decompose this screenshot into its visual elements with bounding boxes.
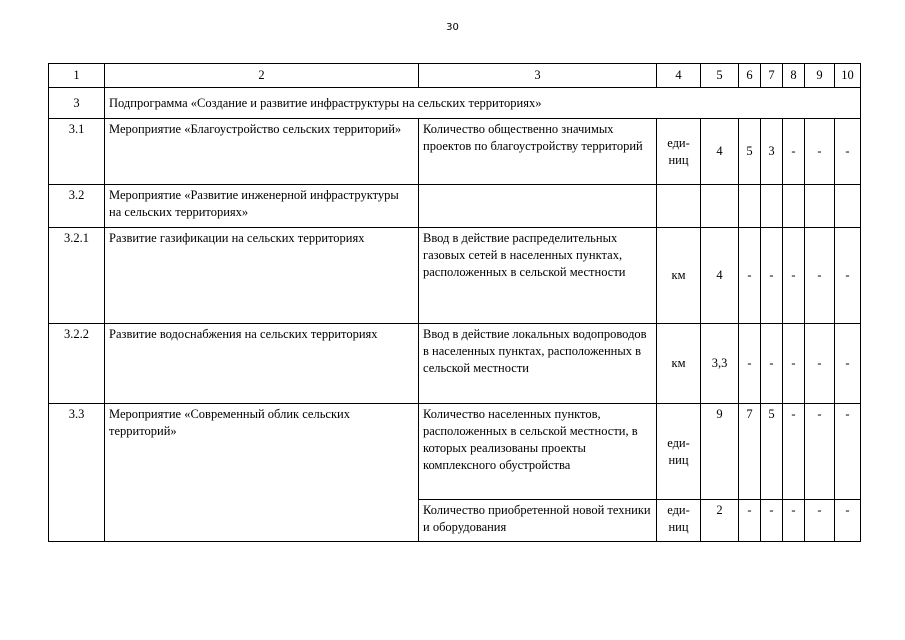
indicator-name (419, 185, 657, 228)
header-row (49, 64, 861, 88)
value-col7: 3 (761, 119, 783, 185)
value-col6: - (739, 324, 761, 404)
value-col5: 2 (701, 500, 739, 542)
table-row (49, 185, 861, 228)
header-cell: 4 (657, 64, 701, 88)
value-col10: - (835, 324, 861, 404)
value-col8: - (783, 500, 805, 542)
measure-name: Развитие газификации на сельских территориях (105, 228, 419, 324)
indicator-name: Ввод в действие локальных водопроводов в населенных пунктах, расположенных в сельской местности (419, 324, 657, 404)
value-col7: - (761, 324, 783, 404)
value-col9 (805, 185, 835, 228)
value-col10: - (835, 119, 861, 185)
value-col8: - (783, 324, 805, 404)
value-col8: - (783, 404, 805, 500)
measure-name: Мероприятие «Современный облик сельских территорий» (105, 404, 419, 542)
header-cell: 3 (419, 64, 657, 88)
value-col9: - (805, 404, 835, 500)
unit-cell: км (657, 228, 701, 324)
header-cell: 5 (701, 64, 739, 88)
value-col8: - (783, 228, 805, 324)
value-col7: - (761, 500, 783, 542)
subprogram-row (49, 88, 861, 119)
subprogram-title: Подпрограмма «Создание и развитие инфраструктуры на сельских территориях» (105, 88, 861, 119)
indicator-name: Количество приобретенной новой техники и оборудования (419, 500, 657, 542)
row-number: 3.2.1 (49, 228, 105, 324)
unit-cell: еди- ниц (657, 500, 701, 542)
indicators-table (48, 63, 861, 542)
header-cell: 10 (835, 64, 861, 88)
unit-cell: еди- ниц (657, 404, 701, 500)
measure-name: Развитие водоснабжения на сельских территориях (105, 324, 419, 404)
header-cell: 6 (739, 64, 761, 88)
value-col7: - (761, 228, 783, 324)
value-col6: - (739, 500, 761, 542)
row-number: 3.1 (49, 119, 105, 185)
value-col10: - (835, 500, 861, 542)
value-col5: 9 (701, 404, 739, 500)
indicator-name: Количество населенных пунктов, расположенных в сельской местности, в которых реализованы проекты комплексного обустройства (419, 404, 657, 500)
table-row (49, 119, 861, 185)
table-row (49, 228, 861, 324)
indicator-name: Ввод в действие распределительных газовых сетей в населенных пунктах, расположенных в сельской местности (419, 228, 657, 324)
header-cell: 1 (49, 64, 105, 88)
value-col10: - (835, 228, 861, 324)
value-col6: 7 (739, 404, 761, 500)
measure-name: Мероприятие «Благоустройство сельских территорий» (105, 119, 419, 185)
value-col7: 5 (761, 404, 783, 500)
row-number: 3.2.2 (49, 324, 105, 404)
value-col9: - (805, 324, 835, 404)
value-col8: - (783, 119, 805, 185)
value-col10: - (835, 404, 861, 500)
value-col5: 4 (701, 119, 739, 185)
row-number: 3.3 (49, 404, 105, 542)
value-col7 (761, 185, 783, 228)
unit-cell (657, 185, 701, 228)
row-number: 3.2 (49, 185, 105, 228)
value-col10 (835, 185, 861, 228)
header-cell: 7 (761, 64, 783, 88)
table-row (49, 404, 861, 500)
unit-cell: км (657, 324, 701, 404)
measure-name: Мероприятие «Развитие инженерной инфраструктуры на сельских территориях» (105, 185, 419, 228)
subprogram-number: 3 (49, 88, 105, 119)
header-cell: 2 (105, 64, 419, 88)
value-col6: - (739, 228, 761, 324)
value-col5 (701, 185, 739, 228)
unit-cell: еди- ниц (657, 119, 701, 185)
header-cell: 8 (783, 64, 805, 88)
value-col6: 5 (739, 119, 761, 185)
page-number: 30 (446, 22, 459, 33)
value-col8 (783, 185, 805, 228)
header-cell: 9 (805, 64, 835, 88)
table-row (49, 324, 861, 404)
value-col9: - (805, 500, 835, 542)
value-col6 (739, 185, 761, 228)
indicator-name: Количество общественно значимых проектов по благоустройству территорий (419, 119, 657, 185)
value-col9: - (805, 119, 835, 185)
value-col5: 3,3 (701, 324, 739, 404)
value-col9: - (805, 228, 835, 324)
value-col5: 4 (701, 228, 739, 324)
